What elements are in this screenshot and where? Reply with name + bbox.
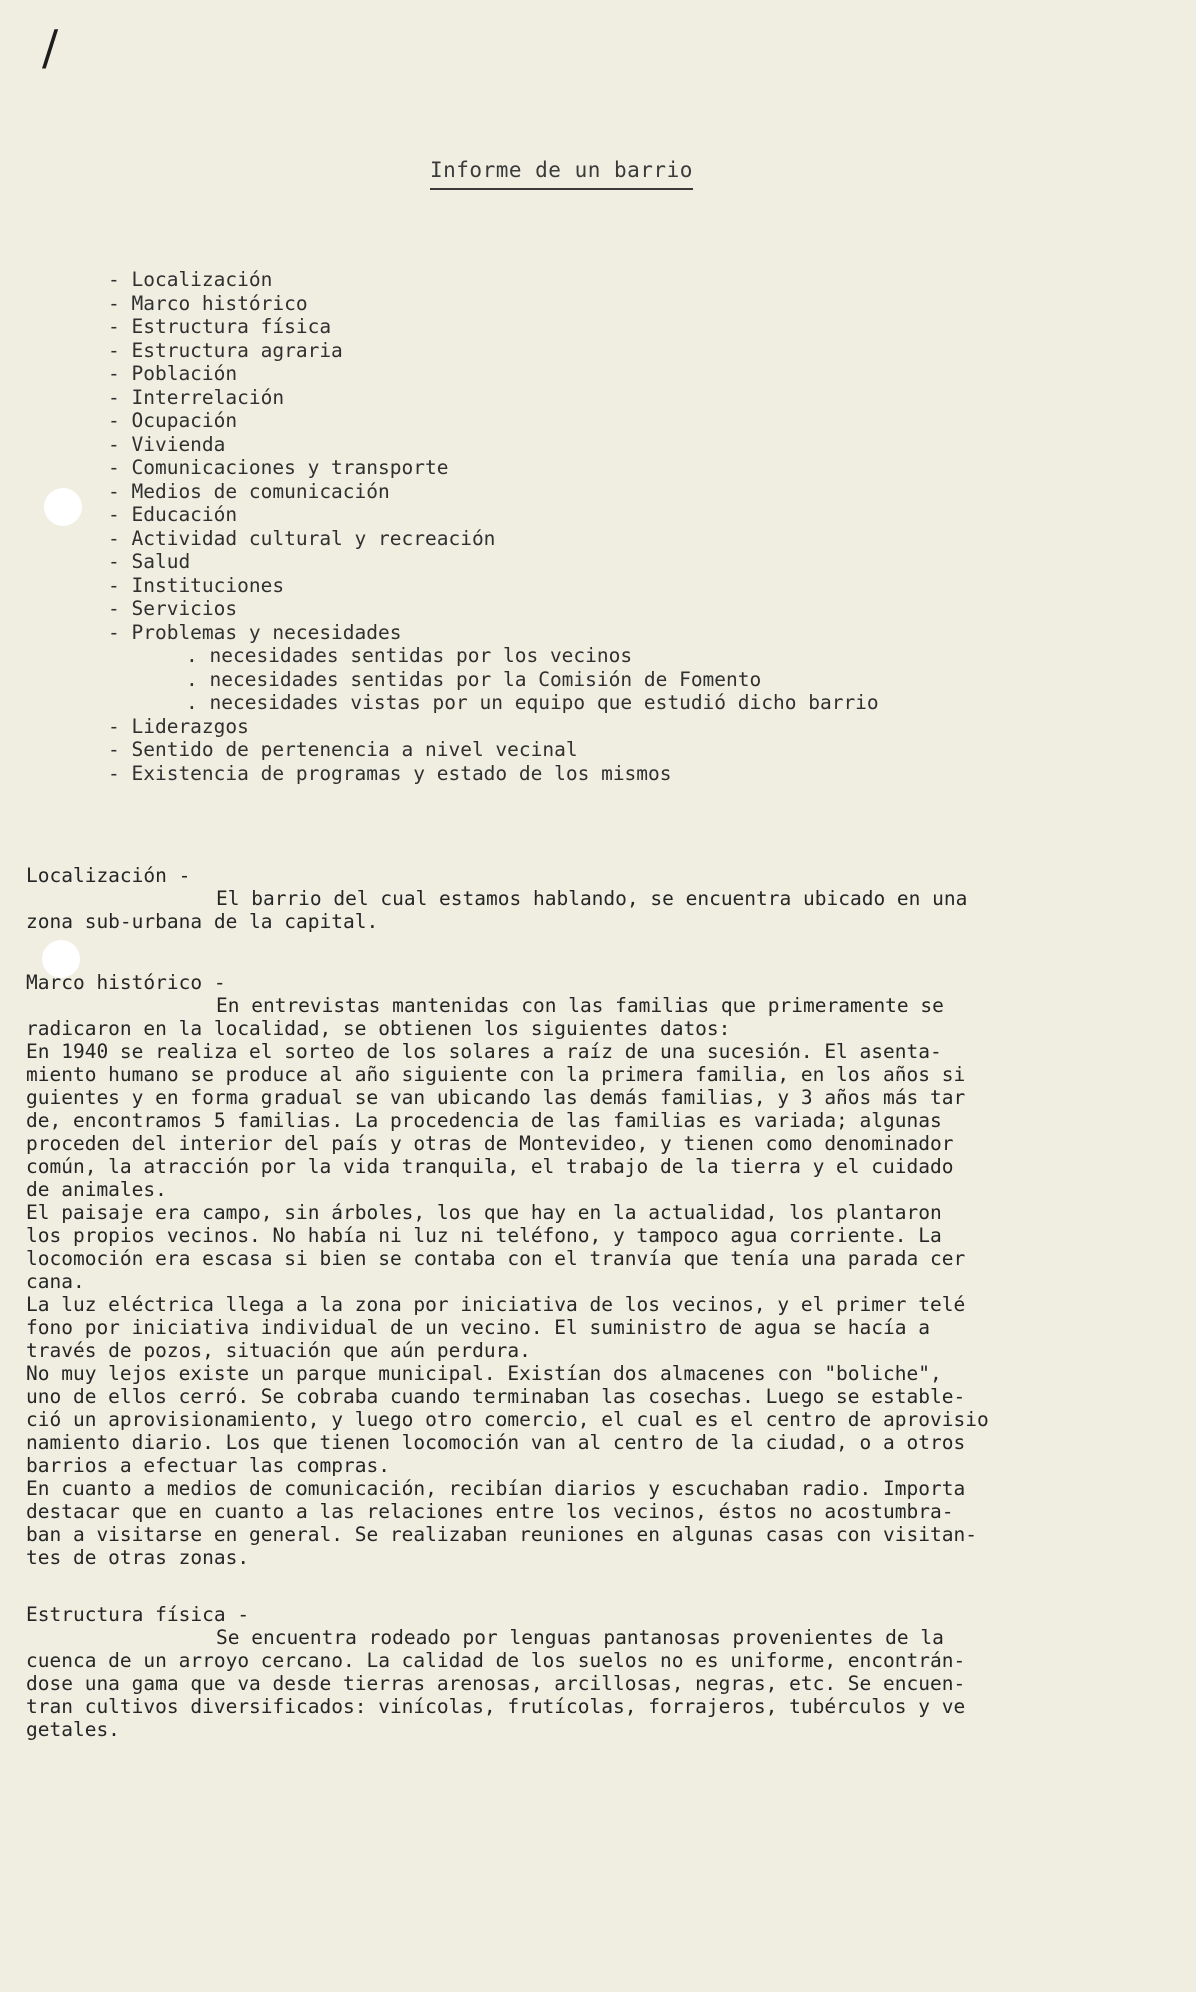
paragraph-line: de, encontramos 5 familias. La procedencia de las familias es variada; algunas bbox=[26, 1109, 942, 1132]
paragraph-line: Se encuentra rodeado por lenguas pantanosas provenientes de la bbox=[216, 1626, 944, 1649]
section-heading: Estructura física - bbox=[26, 1603, 250, 1626]
report-section bbox=[26, 1603, 1126, 1741]
paragraph-line: No muy lejos existe un parque municipal. Existían dos almacenes con "boliche", bbox=[26, 1362, 942, 1385]
topic-item: - Comunicaciones y transporte bbox=[108, 456, 449, 479]
paragraph-line: guientes y en forma gradual se van ubicando las demás familias, y 3 años más tar bbox=[26, 1086, 966, 1109]
paragraph-line: zona sub-urbana de la capital. bbox=[26, 910, 379, 933]
paragraph-line: de animales. bbox=[26, 1178, 167, 1201]
paragraph-line: La luz eléctrica llega a la zona por iniciativa de los vecinos, y el primer telé bbox=[26, 1293, 966, 1316]
topic-item: - Actividad cultural y recreación bbox=[108, 526, 496, 550]
topic-item: - Sentido de pertenencia a nivel vecinal bbox=[108, 738, 578, 761]
section-heading: Marco histórico - bbox=[26, 971, 226, 994]
topic-item: - Estructura agraria bbox=[108, 338, 343, 362]
paragraph-line: uno de ellos cerró. Se cobraba cuando terminaban las cosechas. Luego se estable- bbox=[26, 1385, 966, 1408]
topic-item: - Salud bbox=[108, 550, 191, 573]
report-body bbox=[26, 864, 1126, 1769]
paragraph-line: dose una gama que va desde tierras arenosas, arcillosas, negras, etc. Se encuen- bbox=[26, 1672, 966, 1695]
paragraph-line: través de pozos, situación que aún perdura. bbox=[26, 1339, 531, 1362]
topic-subitem: . necesidades vistas por un equipo que estudió dicho barrio bbox=[186, 691, 879, 714]
topic-item: - Servicios bbox=[108, 597, 238, 620]
paragraph-line: ban a visitarse en general. Se realizaban reuniones en algunas casas con visitan- bbox=[26, 1523, 977, 1546]
paragraph-line: El barrio del cual estamos hablando, se encuentra ubicado en una bbox=[216, 887, 968, 910]
document-title: Informe de un barrio bbox=[430, 158, 693, 190]
paragraph-line: namiento diario. Los que tienen locomoción van al centro de la ciudad, o a otros bbox=[26, 1431, 966, 1454]
topic-item: - Población bbox=[108, 362, 238, 385]
topic-item: - Liderazgos bbox=[108, 714, 249, 738]
topic-item: - Medios de comunicación bbox=[108, 479, 390, 503]
paragraph-line: barrios a efectuar las compras. bbox=[26, 1454, 390, 1477]
paragraph-line: tes de otras zonas. bbox=[26, 1546, 250, 1569]
topic-item: - Instituciones bbox=[108, 573, 285, 597]
topic-item: - Vivienda bbox=[108, 432, 226, 456]
topic-item: - Problemas y necesidades bbox=[108, 620, 402, 644]
topic-item: - Educación bbox=[108, 503, 238, 526]
topic-subitem: . necesidades sentidas por los vecinos bbox=[186, 644, 633, 667]
paragraph-line: En 1940 se realiza el sorteo de los solares a raíz de una sucesión. El asenta- bbox=[26, 1040, 942, 1063]
paragraph-line: En entrevistas mantenidas con las familias que primeramente se bbox=[216, 994, 944, 1017]
paragraph-line: común, la atracción por la vida tranquila, el trabajo de la tierra y el cuidado bbox=[26, 1155, 954, 1178]
page-number: / bbox=[42, 20, 59, 76]
topic-item: - Interrelación bbox=[108, 385, 285, 409]
topic-list bbox=[108, 268, 879, 785]
section-heading: Localización - bbox=[26, 864, 191, 887]
report-section bbox=[26, 971, 1126, 1569]
report-section bbox=[26, 864, 1126, 933]
paragraph-line: getales. bbox=[26, 1718, 120, 1741]
paragraph-line: los propios vecinos. No había ni luz ni teléfono, y tampoco agua corriente. La bbox=[26, 1224, 942, 1247]
paragraph-line: destacar que en cuanto a las relaciones entre los vecinos, éstos no acostumbra- bbox=[26, 1500, 954, 1523]
topic-item: - Estructura física bbox=[108, 315, 332, 338]
paragraph-line: ció un aprovisionamiento, y luego otro comercio, el cual es el centro de aprovisio bbox=[26, 1408, 989, 1431]
topic-item: - Localización bbox=[108, 268, 273, 291]
topic-item: - Marco histórico bbox=[108, 291, 308, 315]
paragraph-line: El paisaje era campo, sin árboles, los que hay en la actualidad, los plantaron bbox=[26, 1201, 942, 1224]
paragraph-line: cuenca de un arroyo cercano. La calidad de los suelos no es uniforme, encontrán- bbox=[26, 1649, 966, 1672]
paragraph-line: fono por iniciativa individual de un vecino. El suministro de agua se hacía a bbox=[26, 1316, 930, 1339]
paragraph-line: proceden del interior del país y otras de Montevideo, y tienen como denominador bbox=[26, 1132, 954, 1155]
paragraph-line: cana. bbox=[26, 1270, 85, 1293]
paragraph-line: En cuanto a medios de comunicación, recibían diarios y escuchaban radio. Importa bbox=[26, 1477, 966, 1500]
paragraph-line: radicaron en la localidad, se obtienen los siguientes datos: bbox=[26, 1017, 731, 1040]
topic-item: - Existencia de programas y estado de los mismos bbox=[108, 761, 672, 785]
punch-hole bbox=[44, 488, 82, 526]
paragraph-line: tran cultivos diversificados: vinícolas, frutícolas, forrajeros, tubérculos y ve bbox=[26, 1695, 966, 1718]
topic-subitem: . necesidades sentidas por la Comisión de Fomento bbox=[186, 667, 762, 691]
topic-item: - Ocupación bbox=[108, 409, 238, 432]
paragraph-line: miento humano se produce al año siguiente con la primera familia, en los años si bbox=[26, 1063, 966, 1086]
paragraph-line: locomoción era escasa si bien se contaba con el tranvía que tenía una parada cer bbox=[26, 1247, 966, 1270]
